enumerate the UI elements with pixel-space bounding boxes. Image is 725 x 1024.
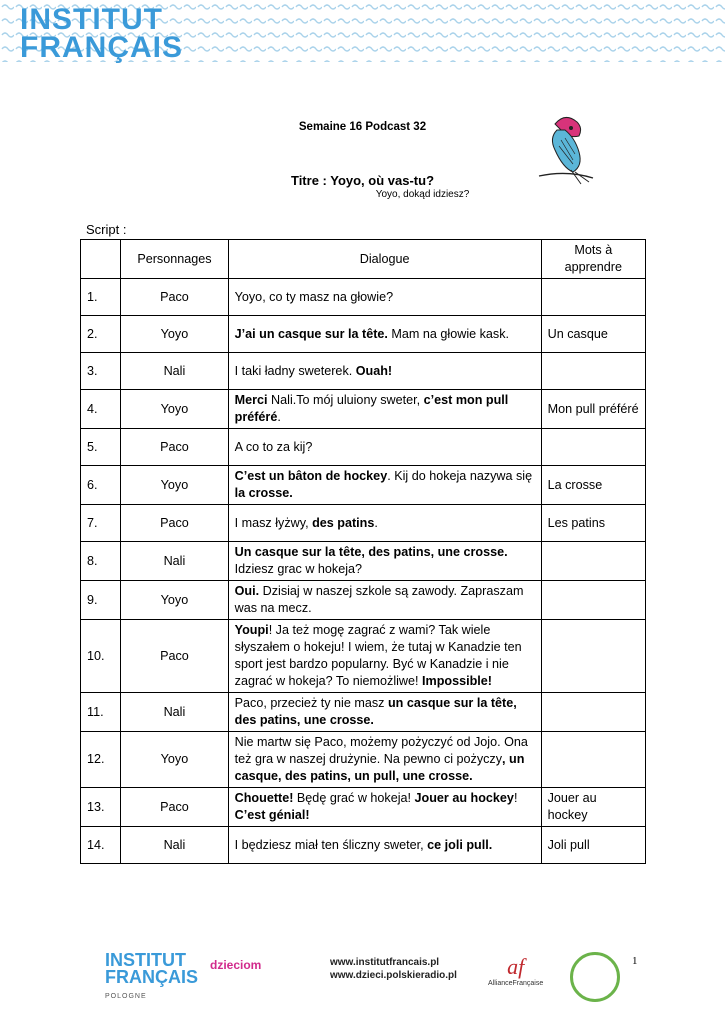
row-words: Les patins	[541, 505, 645, 542]
document-subtitle: Yoyo, dokąd idziesz?	[375, 189, 470, 200]
header-characters: Personnages	[121, 240, 228, 279]
row-words: Mon pull préféré	[541, 390, 645, 429]
row-dialogue: Oui. Dzisiaj w naszej szkole są zawody. Zapraszam was na mecz.	[228, 581, 541, 620]
table-row	[81, 279, 646, 316]
table-row	[81, 316, 646, 353]
row-number: 7.	[81, 505, 121, 542]
table-row	[81, 466, 646, 505]
script-label: Script :	[86, 222, 127, 237]
table-row	[81, 693, 646, 732]
row-number: 6.	[81, 466, 121, 505]
header-banner	[0, 0, 725, 70]
row-character: Yoyo	[121, 581, 228, 620]
row-words	[541, 620, 645, 693]
table-row	[81, 732, 646, 788]
row-number: 10.	[81, 620, 121, 693]
row-words: Joli pull	[541, 827, 645, 864]
table-row	[81, 620, 646, 693]
row-dialogue: Yoyo, co ty masz na głowie?	[228, 279, 541, 316]
table-row	[81, 827, 646, 864]
row-character: Paco	[121, 505, 228, 542]
row-character: Yoyo	[121, 316, 228, 353]
script-table	[80, 239, 646, 864]
footer-url-1[interactable]: www.institutfrancais.pl	[330, 957, 440, 968]
table-row	[81, 505, 646, 542]
row-dialogue: I będziesz miał ten śliczny sweter, ce joli pull.	[228, 827, 541, 864]
row-dialogue: I taki ładny sweterek. Ouah!	[228, 353, 541, 390]
institut-francais-logo: INSTITUT FRANÇAIS	[20, 3, 183, 64]
row-number: 3.	[81, 353, 121, 390]
row-character: Nali	[121, 693, 228, 732]
footer-urls	[330, 956, 457, 982]
row-dialogue: Chouette! Będę grać w hokeja! Jouer au hockey! C’est génial!	[228, 788, 541, 827]
header-dialogue: Dialogue	[228, 240, 541, 279]
row-number: 2.	[81, 316, 121, 353]
table-header-row	[81, 240, 646, 279]
row-character: Nali	[121, 353, 228, 390]
header-words: Mots à apprendre	[541, 240, 645, 279]
polskie-radio-logo: dzieciom	[210, 958, 262, 972]
row-dialogue: Paco, przecież ty nie masz un casque sur la tête, des patins, une crosse.	[228, 693, 541, 732]
table-row	[81, 390, 646, 429]
row-dialogue: J’ai un casque sur la tête. Mam na głowie kask.	[228, 316, 541, 353]
row-words: La crosse	[541, 466, 645, 505]
row-dialogue: Un casque sur la tête, des patins, une crosse. Idziesz grac w hokeja?	[228, 542, 541, 581]
row-character: Paco	[121, 620, 228, 693]
row-dialogue: C’est un bâton de hockey. Kij do hokeja nazywa się la crosse.	[228, 466, 541, 505]
row-number: 12.	[81, 732, 121, 788]
table-row	[81, 353, 646, 390]
alliance-francaise-logo: af AllianceFrançaise	[488, 954, 544, 987]
row-number: 9.	[81, 581, 121, 620]
row-words	[541, 693, 645, 732]
row-number: 13.	[81, 788, 121, 827]
footer-url-2[interactable]: www.dzieci.polskieradio.pl	[330, 970, 457, 981]
row-dialogue: A co to za kij?	[228, 429, 541, 466]
row-dialogue: Youpi! Ja też mogę zagrać z wami? Tak wiele słyszałem o hokeju! I wiem, że tutaj w Kanadzie ten sport jest bardzo popularny. Być w Kanadzie i nie zagrać w hokeja? To niemożliwe! Impossible!	[228, 620, 541, 693]
row-character: Yoyo	[121, 466, 228, 505]
row-words	[541, 279, 645, 316]
row-number: 11.	[81, 693, 121, 732]
row-words	[541, 542, 645, 581]
table-row	[81, 788, 646, 827]
row-character: Paco	[121, 429, 228, 466]
row-number: 5.	[81, 429, 121, 466]
row-character: Yoyo	[121, 390, 228, 429]
page-number: 1	[632, 955, 638, 967]
footer-logos	[0, 948, 725, 1008]
row-character: Nali	[121, 542, 228, 581]
row-character: Paco	[121, 788, 228, 827]
week-heading: Semaine 16 Podcast 32	[298, 121, 427, 133]
row-words	[541, 732, 645, 788]
row-words: Jouer au hockey	[541, 788, 645, 827]
row-number: 14.	[81, 827, 121, 864]
row-words: Un casque	[541, 316, 645, 353]
row-dialogue: Nie martw się Paco, możemy pożyczyć od Jojo. Ona też gra w naszej drużynie. Na pewno ci pożyczy, un casque, des patins, un pull, une crosse.	[228, 732, 541, 788]
row-character: Yoyo	[121, 732, 228, 788]
row-words	[541, 429, 645, 466]
table-row	[81, 429, 646, 466]
row-words	[541, 353, 645, 390]
row-number: 4.	[81, 390, 121, 429]
row-number: 1.	[81, 279, 121, 316]
row-character: Nali	[121, 827, 228, 864]
table-row	[81, 542, 646, 581]
row-dialogue: Merci Nali.To mój uluiony sweter, c’est mon pull préféré.	[228, 390, 541, 429]
partner-logo	[570, 952, 620, 1002]
table-row	[81, 581, 646, 620]
document-title: Titre : Yoyo, où vas-tu?	[290, 173, 435, 188]
header-num	[81, 240, 121, 279]
row-number: 8.	[81, 542, 121, 581]
row-dialogue: I masz łyżwy, des patins.	[228, 505, 541, 542]
row-character: Paco	[121, 279, 228, 316]
row-words	[541, 581, 645, 620]
footer-institut-logo: INSTITUT FRANÇAIS POLOGNE	[105, 950, 198, 1000]
